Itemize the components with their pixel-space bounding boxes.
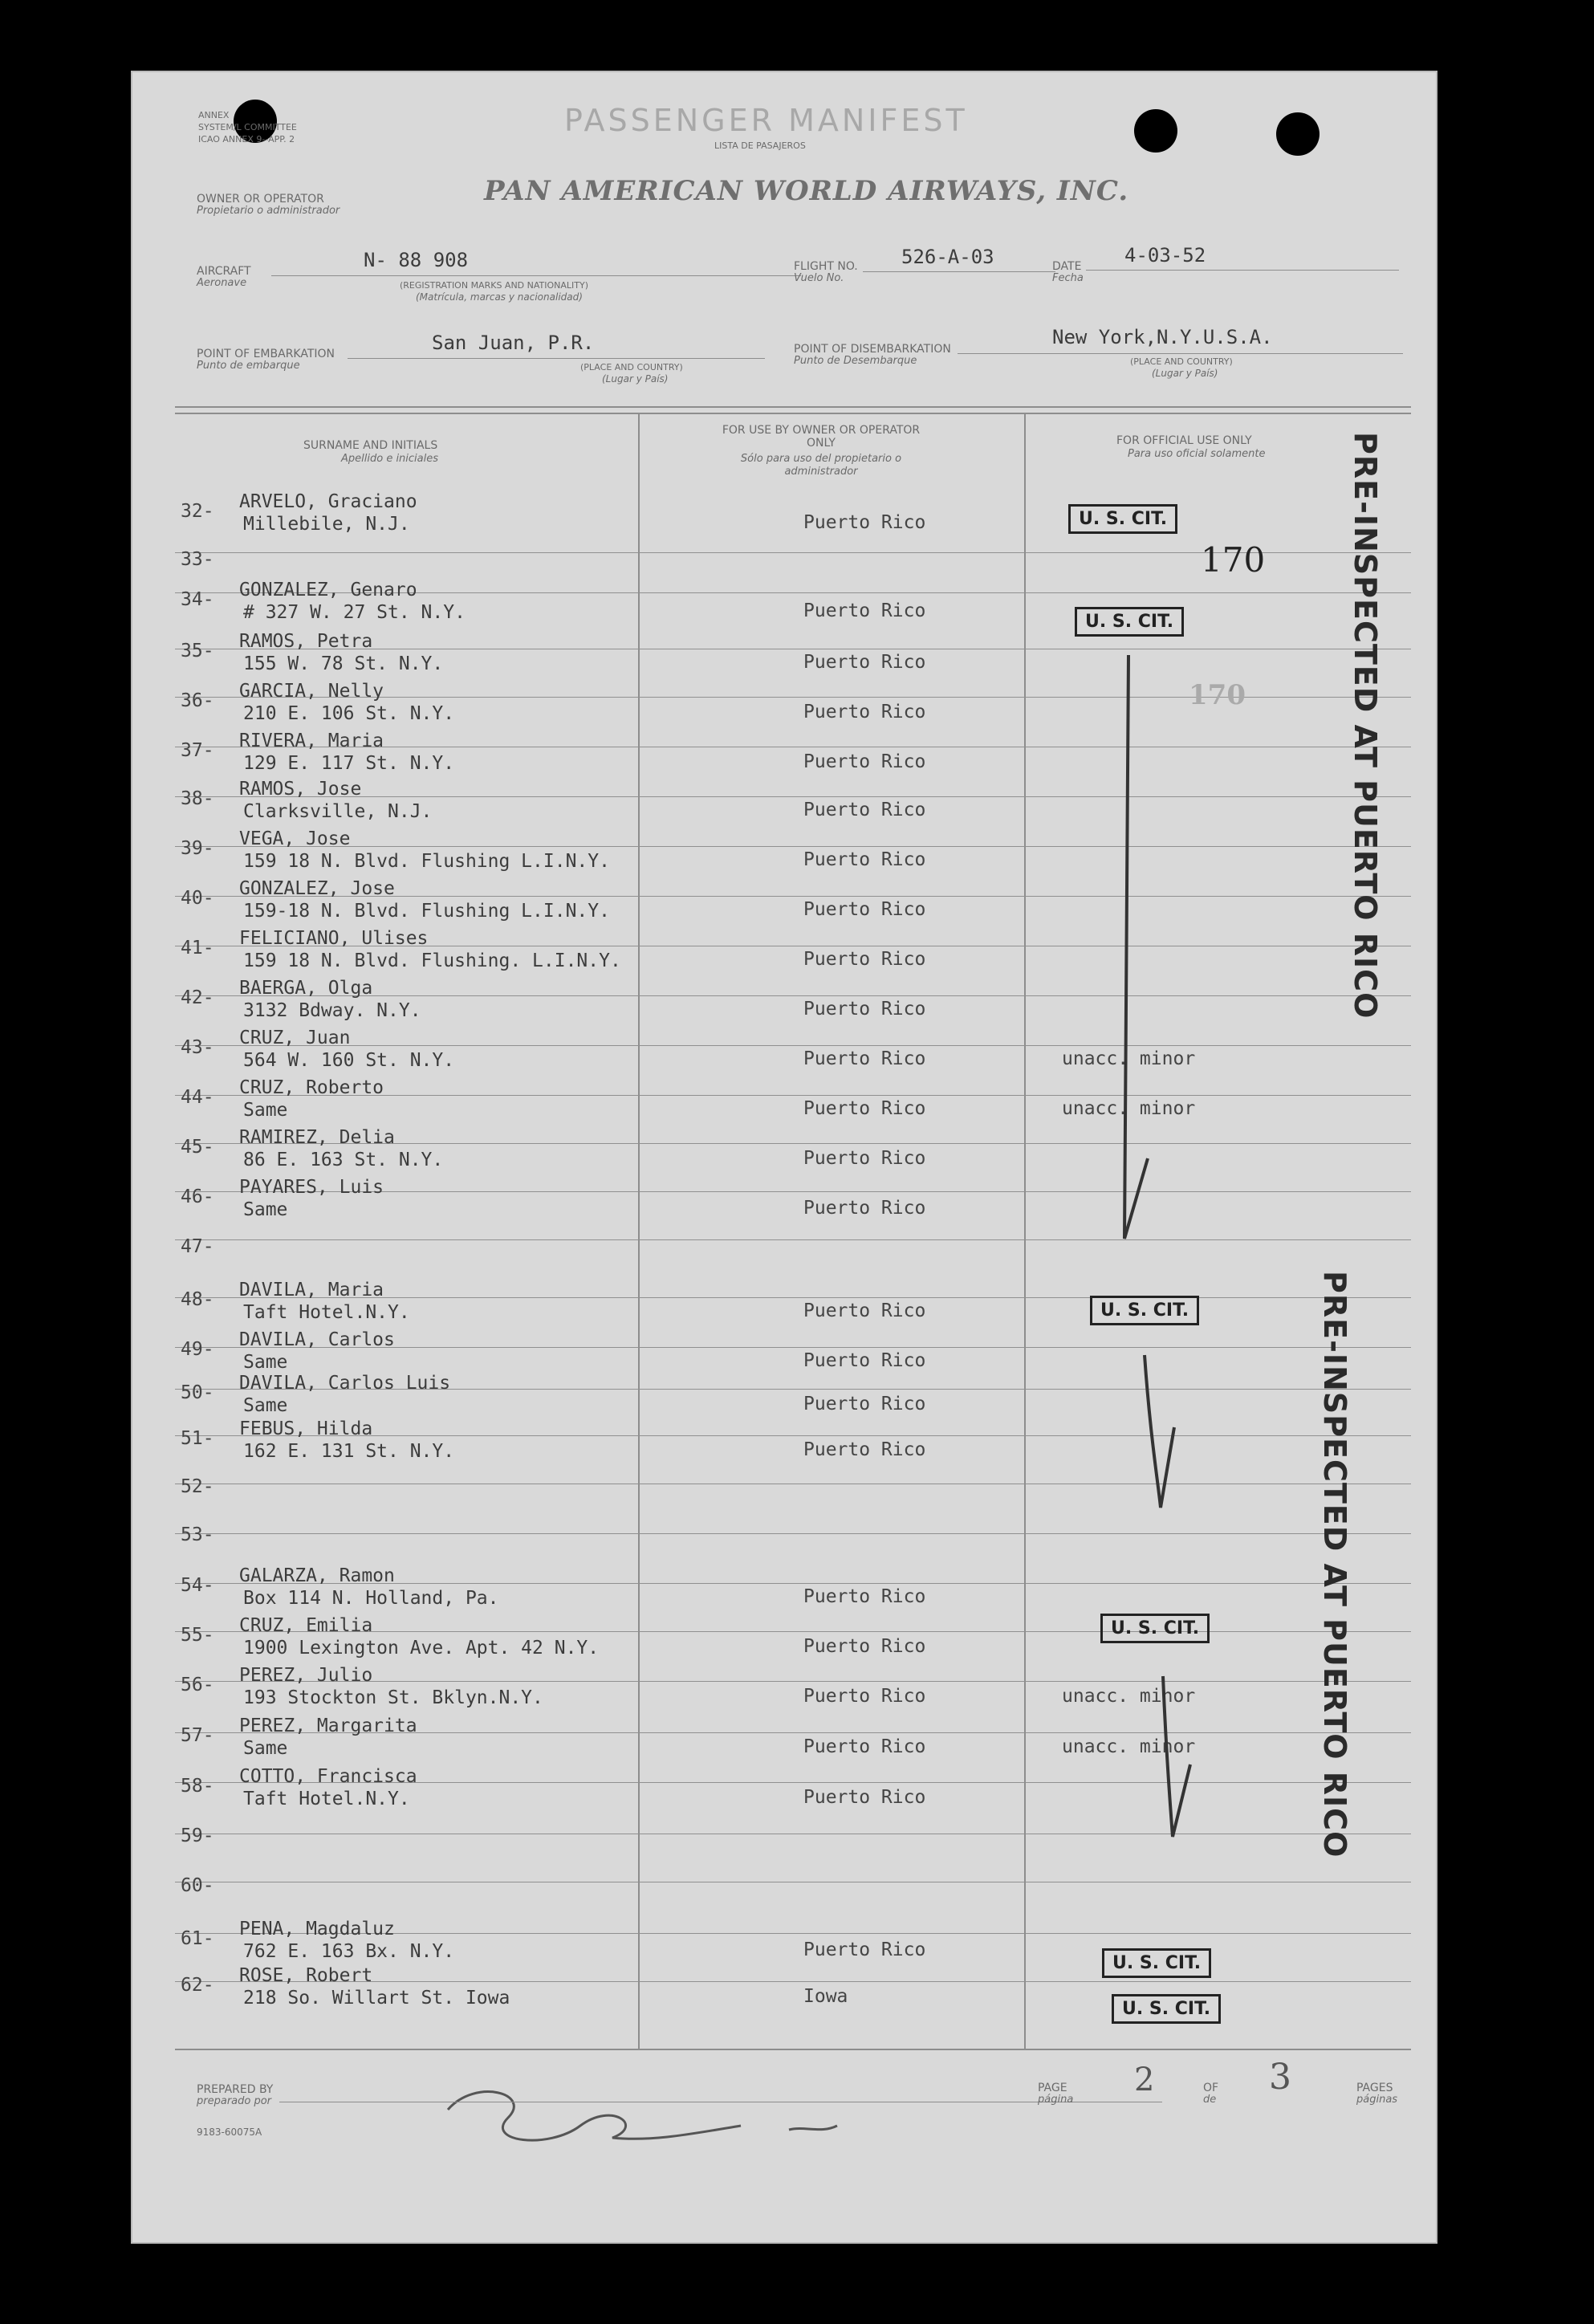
passenger-nationality: Puerto Rico xyxy=(803,1394,926,1414)
manifest-title: PASSENGER MANIFEST xyxy=(564,103,968,138)
row-number: 51- xyxy=(181,1428,214,1449)
passenger-nationality: Puerto Rico xyxy=(803,751,926,772)
embarkation-caption: (PLACE AND COUNTRY) xyxy=(580,362,683,372)
passenger-count-faint: 170 xyxy=(1189,679,1246,711)
row-number: 39- xyxy=(181,838,214,859)
official-note: unacc. minor xyxy=(1062,1736,1196,1757)
passenger-name: PAYARES, Luis xyxy=(239,1177,384,1198)
aircraft-caption-es: (Matrícula, marcas y nacionalidad) xyxy=(416,291,583,303)
passenger-name: FELICIANO, Ulises xyxy=(239,928,429,949)
disembarkation-caption: (PLACE AND COUNTRY) xyxy=(1130,356,1233,367)
row-number: 46- xyxy=(181,1186,214,1207)
passenger-address: Same xyxy=(243,1738,288,1759)
row-number: 57- xyxy=(181,1725,214,1746)
us-citizen-stamp-3: U. S. CIT. xyxy=(1090,1296,1199,1325)
passenger-nationality: Puerto Rico xyxy=(803,899,926,920)
passenger-name: COTTO, Francisca xyxy=(239,1766,417,1787)
total-pages: 3 xyxy=(1269,2057,1291,2098)
of-label-es: de xyxy=(1203,2094,1217,2106)
col-head-operator: FOR USE BY OWNER OR OPERATOR ONLY xyxy=(722,424,921,450)
passenger-name: CRUZ, Juan xyxy=(239,1028,351,1048)
flight-label-es: Vuelo No. xyxy=(794,272,844,284)
form-number: 9183-60075A xyxy=(197,2127,262,2138)
passenger-nationality: Puerto Rico xyxy=(803,1350,926,1371)
disembarkation-value: New York,N.Y.U.S.A. xyxy=(1052,326,1273,348)
owner-label-es: Propietario o administrador xyxy=(197,205,340,217)
date-value: 4-03-52 xyxy=(1124,244,1206,267)
passenger-name: DAVILA, Carlos xyxy=(239,1329,395,1350)
passenger-nationality: Puerto Rico xyxy=(803,1636,926,1657)
check-mark-1 xyxy=(1124,655,1148,1239)
passenger-address: 86 E. 163 St. N.Y. xyxy=(243,1150,444,1170)
passenger-name: ROSE, Robert xyxy=(239,1965,373,1986)
flight-label: FLIGHT NO. xyxy=(794,260,858,273)
passenger-nationality: Puerto Rico xyxy=(803,1686,926,1707)
passenger-address: 1900 Lexington Ave. Apt. 42 N.Y. xyxy=(243,1638,600,1659)
passenger-name: CRUZ, Roberto xyxy=(239,1077,384,1098)
row-number: 34- xyxy=(181,589,214,610)
row-number: 50- xyxy=(181,1382,214,1403)
passenger-name: DAVILA, Maria xyxy=(239,1280,384,1300)
form-reference-line-3: ICAO ANNEX 9--APP. 2 xyxy=(198,134,295,144)
passenger-nationality: Puerto Rico xyxy=(803,1198,926,1219)
passenger-name: PENA, Magdaluz xyxy=(239,1919,395,1939)
passenger-name: VEGA, Jose xyxy=(239,828,351,849)
passenger-name: GALARZA, Ramon xyxy=(239,1565,395,1586)
aircraft-caption: (REGISTRATION MARKS AND NATIONALITY) xyxy=(400,280,589,291)
passenger-nationality: Puerto Rico xyxy=(803,1787,926,1808)
check-mark-3 xyxy=(1163,1676,1190,1837)
col-head-official: FOR OFFICIAL USE ONLY xyxy=(1116,434,1252,447)
passenger-nationality: Puerto Rico xyxy=(803,800,926,820)
of-label: OF xyxy=(1203,2082,1219,2094)
passenger-name: BAERGA, Olga xyxy=(239,978,373,999)
row-number: 62- xyxy=(181,1975,214,1996)
row-number: 54- xyxy=(181,1575,214,1596)
prepared-by-label-es: preparado por xyxy=(197,2095,272,2107)
disembarkation-caption-es: (Lugar y País) xyxy=(1152,368,1218,379)
passenger-nationality: Iowa xyxy=(803,1986,848,2007)
passenger-address: # 327 W. 27 St. N.Y. xyxy=(243,602,466,623)
passenger-nationality: Puerto Rico xyxy=(803,652,926,673)
col-head-surname-es: Apellido e iniciales xyxy=(341,453,439,465)
col-head-operator-es: Sólo para uso del propietario o administrador xyxy=(740,453,902,478)
signature-scrawl xyxy=(448,2092,837,2141)
passenger-address: 159-18 N. Blvd. Flushing L.I.N.Y. xyxy=(243,901,610,922)
official-note: unacc. minor xyxy=(1062,1048,1196,1069)
row-number: 47- xyxy=(181,1236,214,1257)
passenger-address: Taft Hotel.N.Y. xyxy=(243,1789,410,1809)
passenger-address: Clarksville, N.J. xyxy=(243,801,433,822)
row-number: 45- xyxy=(181,1137,214,1158)
passenger-address: 155 W. 78 St. N.Y. xyxy=(243,653,444,674)
manifest-title-es: LISTA DE PASAJEROS xyxy=(714,140,806,151)
aircraft-value: N- 88 908 xyxy=(364,249,469,271)
preinspected-stamp-2: PRE-INSPECTED AT PUERTO RICO xyxy=(1317,1271,1352,1858)
passenger-name: GONZALEZ, Genaro xyxy=(239,580,417,600)
passenger-name: GARCIA, Nelly xyxy=(239,681,384,702)
passenger-address: Same xyxy=(243,1395,288,1416)
passenger-address: 162 E. 131 St. N.Y. xyxy=(243,1441,455,1462)
passenger-name: RIVERA, Maria xyxy=(239,731,384,751)
check-mark-2 xyxy=(1145,1355,1174,1508)
row-number: 36- xyxy=(181,690,214,711)
row-number: 44- xyxy=(181,1087,214,1108)
passenger-address: 564 W. 160 St. N.Y. xyxy=(243,1050,455,1071)
embarkation-value: San Juan, P.R. xyxy=(432,332,595,354)
passenger-address: Box 114 N. Holland, Pa. xyxy=(243,1588,499,1609)
us-citizen-stamp-2: U. S. CIT. xyxy=(1075,607,1184,637)
row-number: 38- xyxy=(181,788,214,809)
passenger-address: Taft Hotel.N.Y. xyxy=(243,1302,410,1323)
row-number: 55- xyxy=(181,1625,214,1646)
row-number: 35- xyxy=(181,641,214,661)
passenger-name: DAVILA, Carlos Luis xyxy=(239,1373,451,1394)
owner-value: PAN AMERICAN WORLD AIRWAYS, INC. xyxy=(484,175,1129,207)
passenger-nationality: Puerto Rico xyxy=(803,949,926,970)
passenger-nationality: Puerto Rico xyxy=(803,1048,926,1069)
row-number: 60- xyxy=(181,1875,214,1896)
passenger-address: 218 So. Willart St. Iowa xyxy=(243,1988,510,2009)
row-number: 33- xyxy=(181,549,214,570)
row-number: 40- xyxy=(181,888,214,909)
passenger-name: CRUZ, Emilia xyxy=(239,1615,373,1636)
manifest-page xyxy=(131,71,1437,2244)
aircraft-label-es: Aeronave xyxy=(197,277,247,289)
passenger-address: 129 E. 117 St. N.Y. xyxy=(243,753,455,774)
embarkation-caption-es: (Lugar y País) xyxy=(602,373,669,385)
passenger-nationality: Puerto Rico xyxy=(803,849,926,870)
passenger-nationality: Puerto Rico xyxy=(803,999,926,1020)
preinspected-stamp-1: PRE-INSPECTED AT PUERTO RICO xyxy=(1348,432,1383,1020)
col-head-surname: SURNAME AND INITIALS xyxy=(303,439,438,452)
us-citizen-stamp-6: U. S. CIT. xyxy=(1112,1994,1221,2024)
passenger-name: PEREZ, Margarita xyxy=(239,1716,417,1736)
passenger-address: 3132 Bdway. N.Y. xyxy=(243,1000,421,1021)
owner-label: OWNER OR OPERATOR xyxy=(197,193,324,206)
row-number: 56- xyxy=(181,1675,214,1695)
passenger-nationality: Puerto Rico xyxy=(803,1586,926,1607)
page-number: 2 xyxy=(1134,2061,1155,2098)
passenger-name: RAMOS, Jose xyxy=(239,779,362,800)
passenger-name: RAMOS, Petra xyxy=(239,631,373,652)
passenger-address: 159 18 N. Blvd. Flushing L.I.N.Y. xyxy=(243,851,610,872)
check-marks xyxy=(131,71,1437,2244)
form-reference-line-2: SYSTEM/L COMMITTEE xyxy=(198,122,297,132)
passenger-address: Same xyxy=(243,1199,288,1220)
row-number: 42- xyxy=(181,987,214,1008)
passenger-nationality: Puerto Rico xyxy=(803,1148,926,1169)
passenger-nationality: Puerto Rico xyxy=(803,1736,926,1757)
passenger-nationality: Puerto Rico xyxy=(803,702,926,722)
passenger-address: Millebile, N.J. xyxy=(243,514,410,535)
passenger-name: PEREZ, Julio xyxy=(239,1665,373,1686)
row-number: 58- xyxy=(181,1776,214,1797)
disembarkation-label-es: Punto de Desembarque xyxy=(794,355,917,367)
passenger-nationality: Puerto Rico xyxy=(803,600,926,621)
row-number: 43- xyxy=(181,1037,214,1058)
embarkation-label: POINT OF EMBARKATION xyxy=(197,348,335,360)
passenger-nationality: Puerto Rico xyxy=(803,1300,926,1321)
aircraft-label: AIRCRAFT xyxy=(197,265,251,278)
embarkation-label-es: Punto de embarque xyxy=(197,360,300,372)
prepared-by-label: PREPARED BY xyxy=(197,2083,274,2096)
passenger-address: Same xyxy=(243,1100,288,1121)
row-number: 48- xyxy=(181,1289,214,1310)
form-reference-line-1: ANNEX xyxy=(198,110,230,120)
passenger-name: RAMIREZ, Delia xyxy=(239,1127,395,1148)
us-citizen-stamp-4: U. S. CIT. xyxy=(1100,1614,1210,1643)
passenger-nationality: Puerto Rico xyxy=(803,1939,926,1960)
disembarkation-label: POINT OF DISEMBARKATION xyxy=(794,343,951,356)
passenger-address: Same xyxy=(243,1352,288,1373)
row-number: 52- xyxy=(181,1476,214,1497)
page-label-es: página xyxy=(1038,2094,1074,2106)
passenger-name: FEBUS, Hilda xyxy=(239,1418,373,1439)
us-citizen-stamp-1: U. S. CIT. xyxy=(1068,504,1177,534)
official-note: unacc. minor xyxy=(1062,1686,1196,1707)
row-number: 49- xyxy=(181,1339,214,1360)
us-citizen-stamp-5: U. S. CIT. xyxy=(1102,1948,1211,1978)
official-note: unacc. minor xyxy=(1062,1098,1196,1119)
passenger-name: GONZALEZ, Jose xyxy=(239,878,395,899)
passenger-address: 210 E. 106 St. N.Y. xyxy=(243,703,455,724)
passenger-nationality: Puerto Rico xyxy=(803,1098,926,1119)
date-label: DATE xyxy=(1052,260,1082,273)
date-label-es: Fecha xyxy=(1052,272,1084,284)
flight-value: 526-A-03 xyxy=(901,246,994,268)
pages-label-es: páginas xyxy=(1356,2094,1398,2106)
passenger-count-typed: 170 xyxy=(1201,540,1266,580)
row-number: 32- xyxy=(181,501,214,522)
passenger-nationality: Puerto Rico xyxy=(803,1439,926,1460)
passenger-address: 762 E. 163 Bx. N.Y. xyxy=(243,1941,455,1962)
page-label: PAGE xyxy=(1038,2082,1067,2094)
passenger-address: 159 18 N. Blvd. Flushing. L.I.N.Y. xyxy=(243,950,621,971)
passenger-name: ARVELO, Graciano xyxy=(239,491,417,512)
row-number: 61- xyxy=(181,1928,214,1949)
pages-label: PAGES xyxy=(1356,2082,1393,2094)
row-number: 59- xyxy=(181,1825,214,1846)
passenger-nationality: Puerto Rico xyxy=(803,512,926,533)
row-number: 53- xyxy=(181,1524,214,1545)
col-head-official-es: Para uso oficial solamente xyxy=(1128,448,1266,460)
passenger-address: 193 Stockton St. Bklyn.N.Y. xyxy=(243,1687,543,1708)
row-number: 41- xyxy=(181,938,214,958)
row-number: 37- xyxy=(181,740,214,761)
